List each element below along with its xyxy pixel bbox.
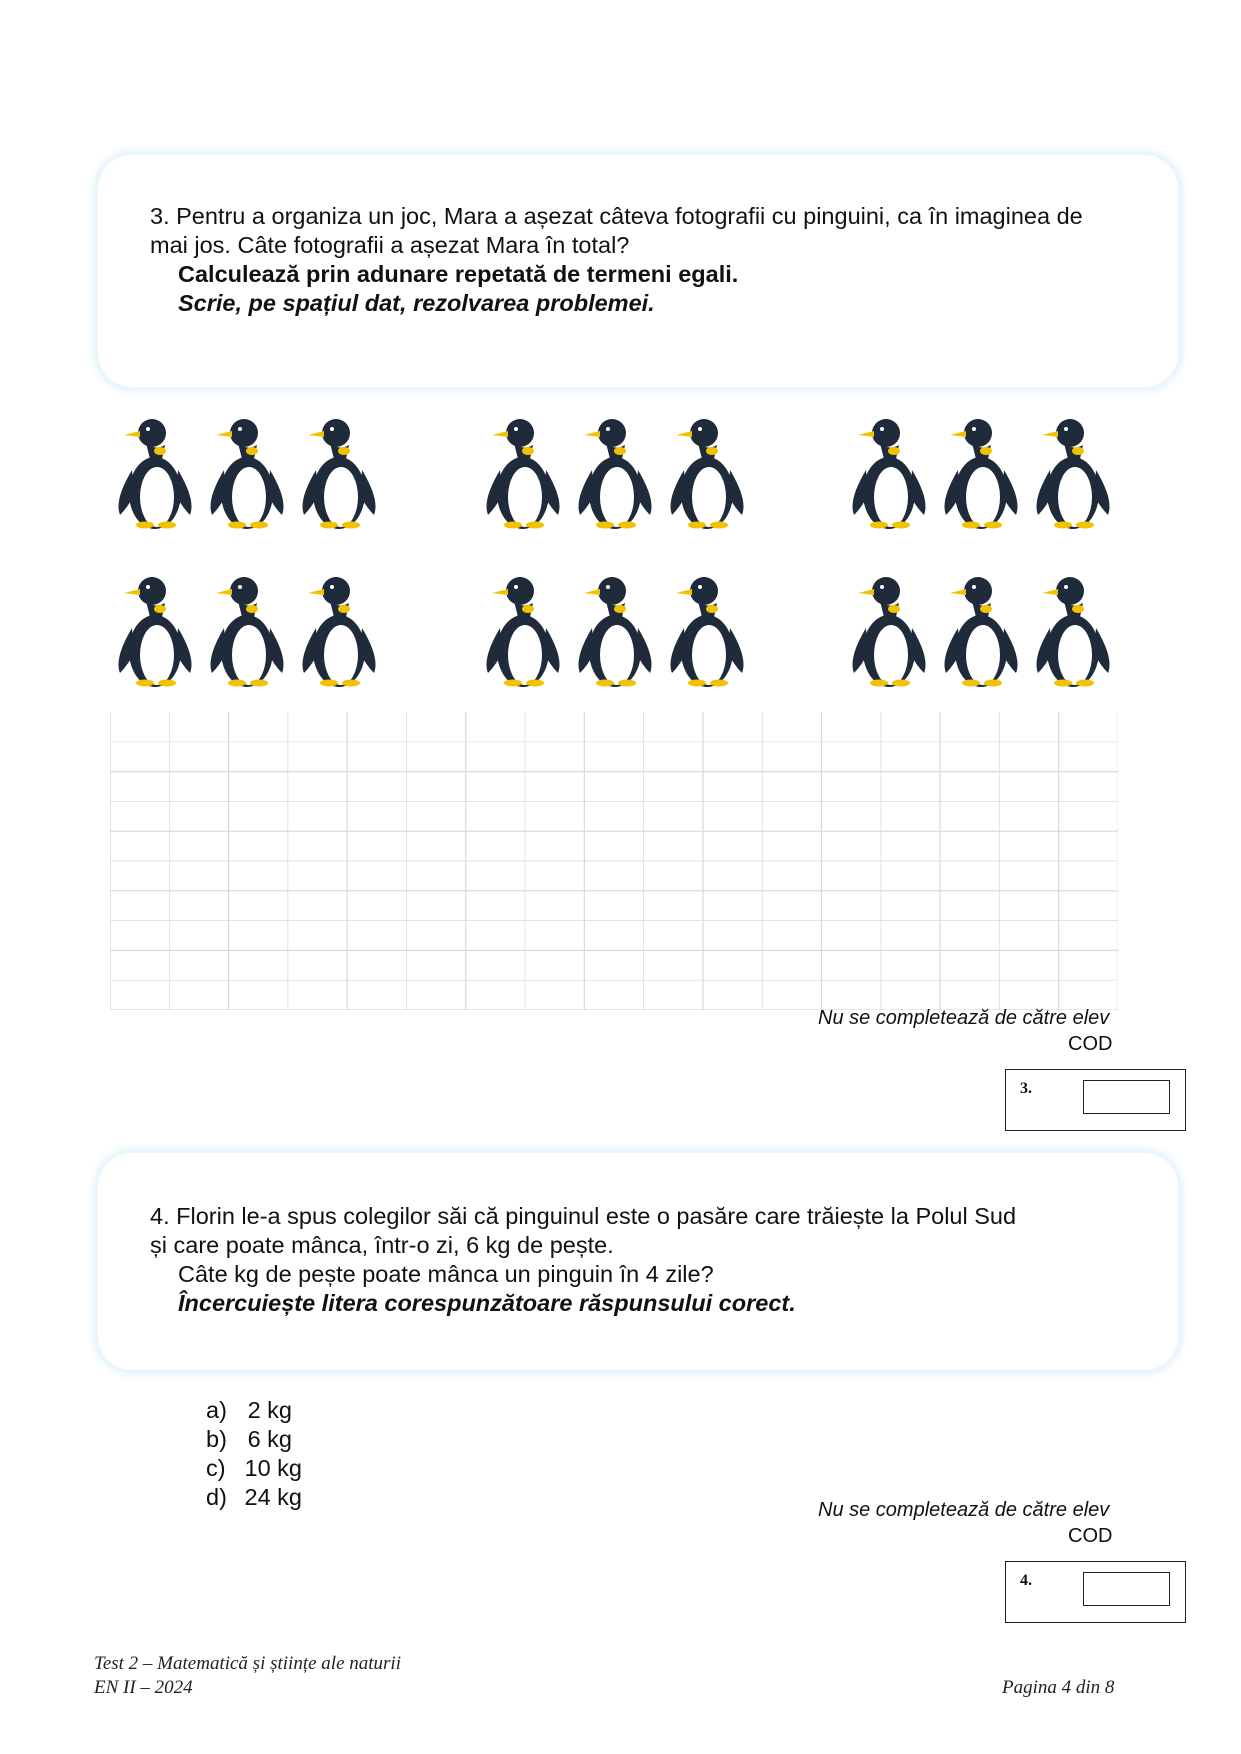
penguin-icon bbox=[110, 573, 200, 688]
option-d[interactable] bbox=[206, 1483, 302, 1512]
footer-test-title: Test 2 – Matematică și științe ale naturii bbox=[94, 1653, 401, 1674]
penguin-icon bbox=[570, 415, 660, 530]
question-3-line-1: 3. Pentru a organiza un joc, Mara a așezat câteva fotografii cu pinguini, ca în imaginea de bbox=[150, 203, 1083, 229]
option-letter: d) bbox=[206, 1484, 227, 1510]
cod-label-4: COD bbox=[1068, 1525, 1113, 1547]
answer-options bbox=[206, 1396, 302, 1512]
penguin-icon bbox=[1028, 415, 1118, 530]
option-letter: b) bbox=[206, 1426, 227, 1452]
penguin-photos bbox=[110, 415, 1130, 695]
penguin-icon bbox=[936, 415, 1026, 530]
option-c[interactable] bbox=[206, 1454, 302, 1483]
penguin-icon bbox=[662, 573, 752, 688]
answer-grid[interactable] bbox=[110, 712, 1118, 1010]
scoring-note-3: Nu se completează de către elev bbox=[818, 1007, 1110, 1029]
penguin-icon bbox=[294, 415, 384, 530]
option-value: 24 kg bbox=[244, 1484, 302, 1510]
cod-item-number-4: 4. bbox=[1020, 1572, 1032, 1589]
penguin-icon bbox=[844, 415, 934, 530]
penguin-icon bbox=[478, 415, 568, 530]
question-4-line-2: și care poate mânca, într-o zi, 6 kg de pește. bbox=[150, 1232, 614, 1258]
cod-score-field-3 bbox=[1083, 1080, 1170, 1114]
penguin-icon bbox=[294, 573, 384, 688]
question-3-instruction-calc: Calculează prin adunare repetată de termeni egali. bbox=[178, 261, 739, 287]
penguin-icon bbox=[478, 573, 568, 688]
cod-item-number-3: 3. bbox=[1020, 1080, 1032, 1097]
question-4-instruction: Încercuiește litera corespunzătoare răspunsului corect. bbox=[178, 1290, 796, 1316]
penguin-icon bbox=[110, 415, 200, 530]
question-4-question: Câte kg de pește poate mânca un pinguin în 4 zile? bbox=[178, 1261, 714, 1287]
cod-score-field-4 bbox=[1083, 1572, 1170, 1606]
option-letter: c) bbox=[206, 1455, 226, 1481]
footer-page-number: Pagina 4 din 8 bbox=[1002, 1677, 1115, 1698]
penguin-icon bbox=[936, 573, 1026, 688]
option-value: 6 kg bbox=[247, 1426, 292, 1452]
question-4-line-1: 4. Florin le-a spus colegilor săi că pinguinul este o pasăre care trăiește la Polul Sud bbox=[150, 1203, 1017, 1229]
question-4-text bbox=[150, 1202, 1150, 1318]
option-value: 2 kg bbox=[247, 1397, 292, 1423]
scoring-note-4: Nu se completează de către elev bbox=[818, 1499, 1110, 1521]
option-letter: a) bbox=[206, 1397, 227, 1423]
question-3-instruction-write: Scrie, pe spațiul dat, rezolvarea problemei. bbox=[178, 290, 655, 316]
cod-label-3: COD bbox=[1068, 1033, 1113, 1055]
footer-exam: EN II – 2024 bbox=[94, 1677, 193, 1698]
penguin-icon bbox=[202, 415, 292, 530]
penguin-icon bbox=[570, 573, 660, 688]
cod-box-4 bbox=[1005, 1561, 1186, 1623]
option-a[interactable] bbox=[206, 1396, 302, 1425]
option-value: 10 kg bbox=[244, 1455, 302, 1481]
option-b[interactable] bbox=[206, 1425, 302, 1454]
penguin-icon bbox=[662, 415, 752, 530]
question-3-text bbox=[150, 202, 1150, 318]
cod-box-3 bbox=[1005, 1069, 1186, 1131]
penguin-icon bbox=[844, 573, 934, 688]
question-3-line-2: mai jos. Câte fotografii a așezat Mara în total? bbox=[150, 232, 630, 258]
penguin-icon bbox=[202, 573, 292, 688]
penguin-icon bbox=[1028, 573, 1118, 688]
